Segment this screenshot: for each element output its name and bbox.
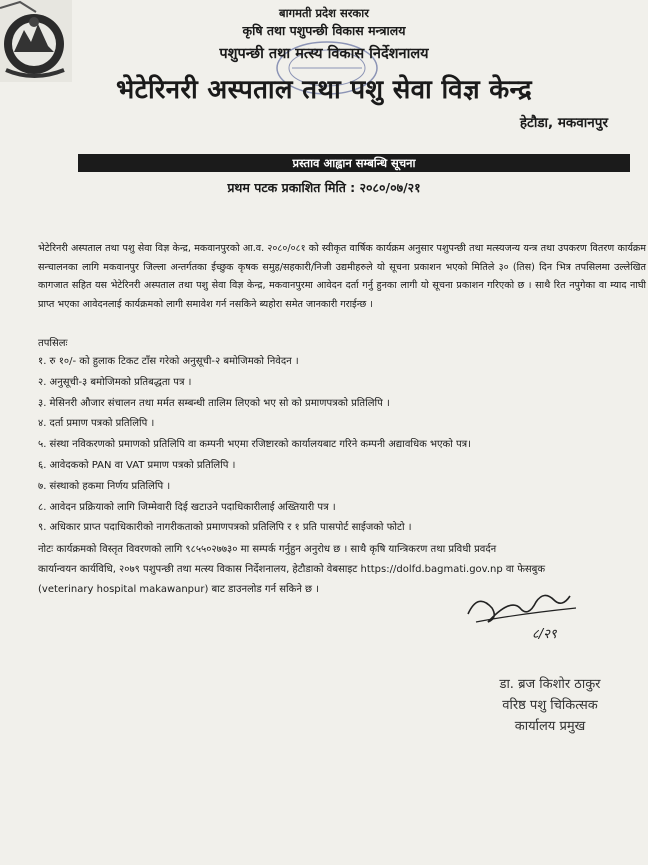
list-item: ४. दर्ता प्रमाण पत्रको प्रतिलिपि ।: [38, 418, 155, 430]
signature-date: ८/२९: [532, 627, 557, 642]
officer-role: कार्यालय प्रमुख: [514, 719, 586, 734]
list-item: ७. संस्थाको हकमा निर्णय प्रतिलिपि ।: [38, 480, 171, 492]
list-label: तपसिलः: [38, 338, 68, 349]
publication-date: प्रथम पटक प्रकाशित मिति : २०८०/०७/२१: [227, 180, 421, 195]
officer-title: वरिष्ठ पशु चिकित्सक: [502, 698, 598, 713]
list-item: ६. आवेदकको PAN वा VAT प्रमाण पत्रको प्रतिलिपि ।: [38, 459, 236, 471]
gov-name: बागमती प्रदेश सरकार: [279, 6, 369, 20]
notice-paragraph: भेटेरिनरी अस्पताल तथा पशु सेवा विज्ञ केन्द्र, मकवानपुरको आ.व. २०८०/०८१ को स्वीकृत वार्षिक कार्यक्रम अनुसार पशुपन्छी तथा मत्स्यजन्य यन्त्र तथा उपकरण वितरण कार्यक्रम सन्चालनका लागि मकवानपुर जिल्ला अन्तर्गतका ईच्छुक कृषक समुह/सहकारी/निजी उद्यमीहरुले यो सूचना प्रकाशन भएको मितिले ३० (तिस) दिन भित्र तपसिलमा उल्लेखित कागजात सहित यस भेटेरिनरी अस्पताल तथा पशु सेवा विज्ञ केन्द्र, मकवानपुरमा आवेदन दर्ता गर्नु हुनका लागी यो सूचना प्रकाशन गरिएको छ । साथै रित नपुगेका वा म्याद नाघी प्राप्त भएका आवेदनलाई कार्यक्रमको लागी समावेश गर्न नसकिने ब्यहोरा समेत जानकारी गराईन्छ ।: [38, 243, 646, 310]
list-item: ९. अधिकार प्राप्त पदाधिकारीको नागरीकताको प्रमाणपत्रको प्रतिलिपि र १ प्रति पासपोर्ट साईजको फोटो ।: [38, 522, 412, 534]
requirements-list: [38, 352, 638, 539]
list-item: २. अनुसूची-३ बमोजिमको प्रतिबद्धता पत्र ।: [38, 376, 192, 388]
directorate-name: पशुपन्छी तथा मत्स्य विकास निर्देशनालय: [219, 46, 429, 62]
note-line: कार्यान्वयन कार्यविधि, २०७९ पशुपन्छी तथा मत्स्य विकास निर्देशनालय, हेटौडाको वेबसाइट https://dolfd.bagmati.gov.np वा फेसबुक: [38, 564, 546, 575]
note-line: (veterinary hospital makawanpur) बाट डाउनलोड गर्न सकिने छ ।: [38, 584, 320, 595]
handwritten-signature: [458, 578, 588, 648]
list-item: ३. मेसिनरी औजार संचालन तथा मर्मत सम्बन्धी तालिम लिएको भए सो को प्रमाणपत्रको प्रतिलिपि ।: [38, 397, 390, 409]
office-name: भेटेरिनरी अस्पताल तथा पशु सेवा विज्ञ केन्द्र: [116, 75, 532, 105]
notice-title-banner: प्रस्ताव आह्वान सम्बन्धि सूचना: [78, 154, 630, 172]
office-location: हेटौडा, मकवानपुर: [519, 115, 608, 131]
list-item: ८. आवेदन प्रक्रियाको लागि जिम्मेवारी दिई खटाउने पदाधिकारीलाई अख्तियारी पत्र ।: [38, 501, 336, 513]
ministry-name: कृषि तथा पशुपन्छी विकास मन्त्रालय: [242, 23, 406, 38]
list-item: १. रु १०/- को हुलाक टिकट टाँस गरेको अनुसूची-२ बमोजिमको निवेदन ।: [38, 356, 299, 367]
list-item: ५. संस्था नविकरणको प्रमाणको प्रतिलिपि वा कम्पनी भएमा रजिष्टारको कार्यालयबाट गरिने कम्पनी अद्यावधिक भएको पत्र।: [38, 439, 471, 451]
officer-name: डा. ब्रज किशोर ठाकुर: [499, 677, 601, 692]
officer-block: [470, 674, 630, 737]
note-line: नोटः कार्यक्रमको विस्तृत विवरणको लागि ९८५५०२७७३० मा सम्पर्क गर्नुहुन अनुरोध छ । साथै कृषि यान्त्रिकरण तथा प्रविधी प्रवर्दन: [38, 544, 497, 555]
